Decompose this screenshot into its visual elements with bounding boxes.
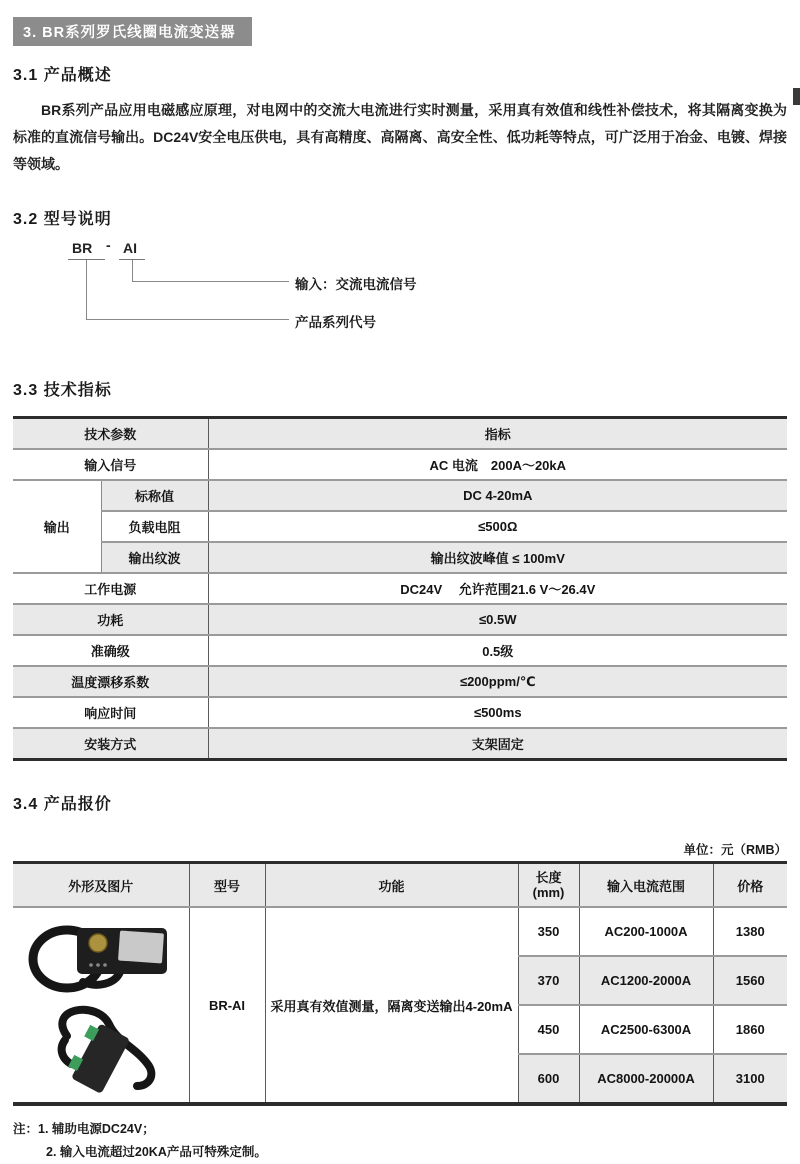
price-header-price: 价格 [713, 863, 787, 908]
table-row [13, 542, 787, 573]
price-length: 450 [518, 1005, 579, 1054]
price-header-length-line2: (mm) [532, 885, 565, 900]
heading-overview: 3.1 产品概述 [13, 67, 112, 84]
price-range: AC8000-20000A [579, 1054, 713, 1104]
spec-param: 准确级 [13, 635, 208, 666]
price-header-function: 功能 [265, 863, 518, 908]
model-prefix: BR [72, 240, 93, 256]
footnote-1: 注：1. 辅助电源DC24V； [13, 1122, 155, 1136]
price-function-cell: 采用真有效值测量，隔离变送输出4-20mA [265, 907, 518, 1104]
product-photo-split-coil-transmitter [25, 1002, 177, 1098]
spec-param: 工作电源 [13, 573, 208, 604]
suffix-label: 输入：交流电流信号 [295, 277, 417, 292]
spec-value: DC 4-20mA [208, 480, 787, 511]
product-photo-ring-coil-transmitter [25, 912, 177, 996]
table-row [13, 666, 787, 697]
price-model-cell: BR-AI [189, 907, 265, 1104]
spec-subparam: 标称值 [101, 480, 208, 511]
model-code-diagram [13, 237, 800, 355]
footnotes [13, 1118, 800, 1164]
table-row [13, 635, 787, 666]
model-separator: - [106, 237, 111, 253]
spec-value: DC24V 允许范围21.6 V～26.4V [208, 573, 787, 604]
section-header-bar [13, 17, 252, 46]
price-header-length [518, 863, 579, 908]
table-row [13, 907, 787, 956]
price-header-range: 输入电流范围 [579, 863, 713, 908]
spec-param: 输入信号 [13, 449, 208, 480]
section-header-title: 3. BR系列罗氏线圈电流变送器 [23, 25, 236, 41]
page-edge-mark [793, 88, 800, 105]
spec-param: 响应时间 [13, 697, 208, 728]
spec-subparam: 负载电阻 [101, 511, 208, 542]
price-value: 1560 [713, 956, 787, 1005]
specs-table [13, 416, 787, 761]
price-length: 350 [518, 907, 579, 956]
price-header-length-line1: 长度 [535, 870, 562, 885]
spec-header-value: 指标 [208, 418, 787, 450]
spec-value: AC 电流 200A～20kA [208, 449, 787, 480]
table-row [13, 573, 787, 604]
spec-value: 输出纹波峰值 ≤ 100mV [208, 542, 787, 573]
prefix-label: 产品系列代号 [295, 315, 376, 330]
spec-group-output: 输出 [13, 480, 101, 573]
heading-pricing: 3.4 产品报价 [13, 796, 112, 813]
spec-value: ≤0.5W [208, 604, 787, 635]
table-row [13, 728, 787, 760]
price-header-photo: 外形及图片 [13, 863, 189, 908]
table-row [13, 697, 787, 728]
table-row [13, 604, 787, 635]
footnote-2: 2. 输入电流超过20KA产品可特殊定制。 [46, 1145, 267, 1159]
table-row [13, 511, 787, 542]
price-header-model: 型号 [189, 863, 265, 908]
table-row [13, 418, 787, 450]
heading-specs: 3.3 技术指标 [13, 382, 112, 399]
spec-subparam: 输出纹波 [101, 542, 208, 573]
spec-value: ≤500Ω [208, 511, 787, 542]
spec-param: 温度漂移系数 [13, 666, 208, 697]
table-row [13, 449, 787, 480]
spec-param: 功耗 [13, 604, 208, 635]
price-length: 600 [518, 1054, 579, 1104]
price-value: 1380 [713, 907, 787, 956]
spec-value: ≤500ms [208, 697, 787, 728]
spec-param: 安装方式 [13, 728, 208, 760]
table-row [13, 480, 787, 511]
spec-value: 支架固定 [208, 728, 787, 760]
pricing-table [13, 861, 787, 1106]
heading-model: 3.2 型号说明 [13, 211, 112, 228]
product-photos-cell [13, 907, 189, 1104]
price-value: 3100 [713, 1054, 787, 1104]
spec-value: 0.5级 [208, 635, 787, 666]
spec-header-param: 技术参数 [13, 418, 208, 450]
price-unit-label: 单位：元（RMB） [683, 843, 787, 857]
price-range: AC200-1000A [579, 907, 713, 956]
overview-paragraph: BR系列产品应用电磁感应原理，对电网中的交流大电流进行实时测量，采用真有效值和线性补偿技术，将其隔离变换为标准的直流信号输出。DC24V安全电压供电，具有高精度、高隔离、高安全性、低功耗等特点，可广泛用于冶金、电镀、焊接等领域。 [13, 102, 787, 172]
table-row [13, 863, 787, 908]
price-range: AC1200-2000A [579, 956, 713, 1005]
model-suffix: AI [123, 240, 137, 256]
price-value: 1860 [713, 1005, 787, 1054]
prefix-connector-line [86, 260, 289, 320]
price-length: 370 [518, 956, 579, 1005]
spec-value: ≤200ppm/℃ [208, 666, 787, 697]
price-range: AC2500-6300A [579, 1005, 713, 1054]
